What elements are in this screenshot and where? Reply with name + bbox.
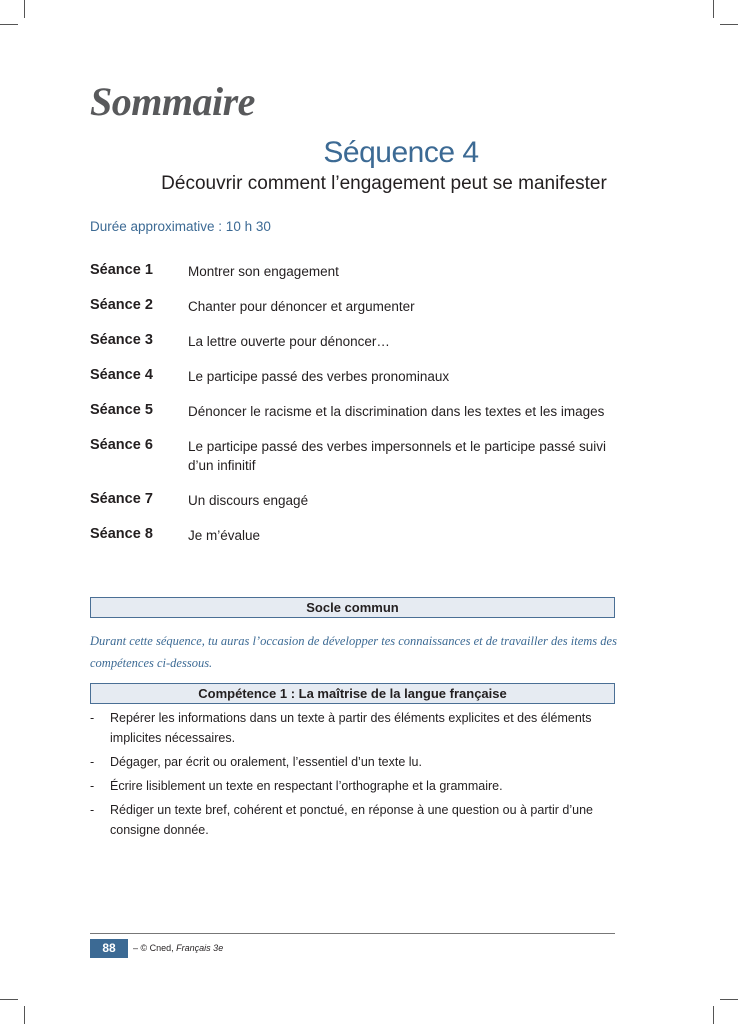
session-label: Séance 5 [90, 402, 153, 418]
footer-divider [90, 933, 615, 934]
list-item-text: Écrire lisiblement un texte en respectant l’orthographe et la grammaire. [110, 779, 503, 793]
socle-heading-box: Socle commun [90, 597, 615, 618]
list-item [90, 708, 615, 748]
session-row [90, 437, 615, 475]
sequence-title: Séquence 4 [323, 136, 479, 169]
crop-mark [713, 1006, 714, 1024]
session-row [90, 367, 615, 386]
duration-text: Durée approximative : 10 h 30 [90, 219, 271, 234]
session-row [90, 402, 615, 421]
competence-list [90, 708, 615, 844]
competence-heading-box: Compétence 1 : La maîtrise de la langue française [90, 683, 615, 704]
bullet-marker: - [90, 803, 95, 817]
page-title: Sommaire [90, 79, 255, 124]
list-item-text: Dégager, par écrit ou oralement, l’essentiel d’un texte lu. [110, 755, 422, 769]
list-item [90, 800, 615, 840]
session-label: Séance 2 [90, 297, 153, 313]
session-text: La lettre ouverte pour dénoncer… [188, 334, 390, 349]
session-label: Séance 6 [90, 437, 153, 453]
session-row [90, 262, 615, 281]
list-item [90, 776, 615, 796]
session-text: Un discours engagé [188, 493, 309, 508]
bullet-marker: - [90, 755, 95, 769]
bullet-marker: - [90, 711, 95, 725]
session-row [90, 526, 615, 545]
session-text: Montrer son engagement [188, 264, 339, 279]
socle-intro: Durant cette séquence, tu auras l’occasion de développer tes connaissances et de travailler des items des compétences ci-dessous. [90, 634, 617, 670]
sequence-subtitle: Découvrir comment l’engagement peut se manifester [161, 173, 607, 194]
session-row [90, 332, 615, 351]
footer-credit [133, 943, 223, 953]
session-label: Séance 3 [90, 332, 153, 348]
crop-mark [720, 24, 738, 25]
session-text: Chanter pour dénoncer et argumenter [188, 299, 415, 314]
crop-mark [24, 0, 25, 18]
list-item-text: Repérer les informations dans un texte à partir des éléments explicites et des éléments implicites nécessaires. [110, 711, 592, 745]
crop-mark [0, 999, 18, 1000]
session-list [90, 262, 615, 561]
crop-mark [24, 1006, 25, 1024]
crop-mark [713, 0, 714, 18]
session-label: Séance 8 [90, 526, 153, 542]
list-item [90, 752, 615, 772]
session-row [90, 297, 615, 316]
credit-title: Français 3e [176, 943, 224, 953]
credit-prefix: – © Cned, [133, 943, 174, 953]
session-label: Séance 1 [90, 262, 153, 278]
session-row [90, 491, 615, 510]
session-text: Le participe passé des verbes pronominaux [188, 369, 450, 384]
session-text: Le participe passé des verbes impersonnels et le participe passé suivi d’un infinitif [188, 439, 606, 473]
session-text: Je m’évalue [188, 528, 261, 543]
session-text: Dénoncer le racisme et la discrimination dans les textes et les images [188, 404, 605, 419]
bullet-marker: - [90, 779, 95, 793]
crop-mark [720, 999, 738, 1000]
crop-mark [0, 24, 18, 25]
list-item-text: Rédiger un texte bref, cohérent et ponctué, en réponse à une question ou à partir d’une consigne donnée. [110, 803, 593, 837]
session-label: Séance 4 [90, 367, 153, 383]
page-number: 88 [90, 939, 128, 958]
session-label: Séance 7 [90, 491, 153, 507]
